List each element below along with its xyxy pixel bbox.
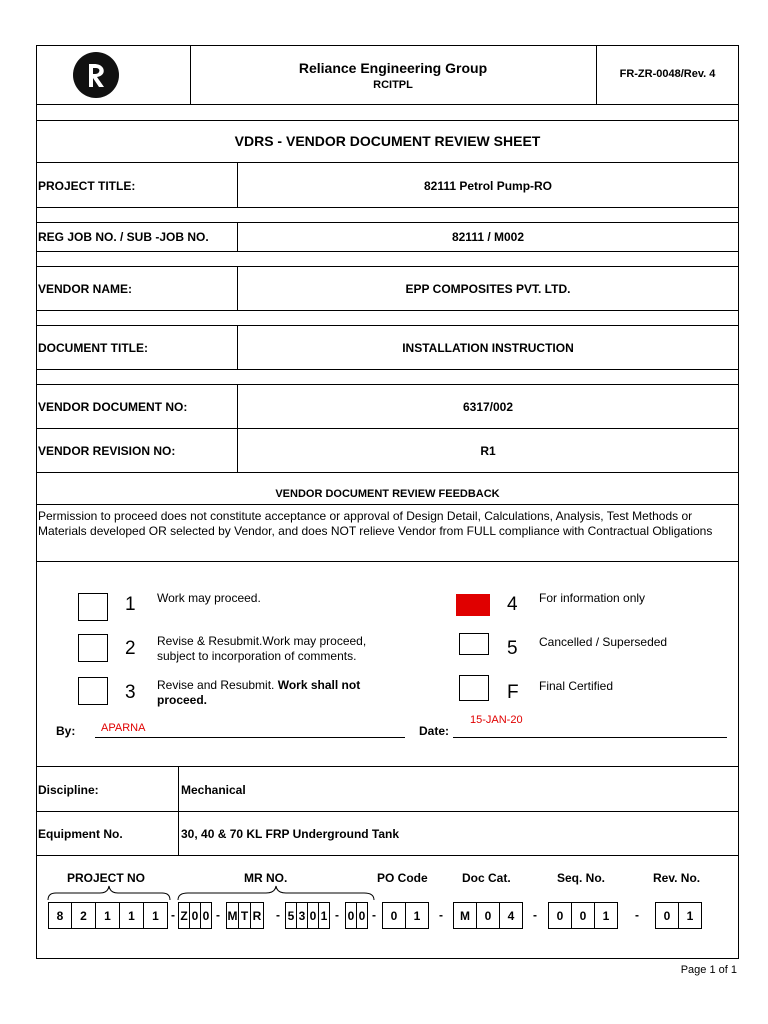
document-title-value: INSTALLATION INSTRUCTION xyxy=(402,341,574,355)
equipment-label: Equipment No. xyxy=(38,827,123,841)
field-divider xyxy=(178,766,179,855)
code-separator: - xyxy=(335,908,339,922)
rule xyxy=(36,207,739,208)
code-2-checkbox[interactable] xyxy=(78,634,108,662)
rule xyxy=(36,766,739,767)
code-separator: - xyxy=(216,908,220,922)
mr-no-char: 1 xyxy=(318,902,330,929)
project-no-digit: 1 xyxy=(119,902,144,929)
rule xyxy=(36,222,739,223)
code-4-checkbox-selected[interactable] xyxy=(456,594,490,616)
date-label: Date: xyxy=(419,724,450,738)
po-code-header: PO Code xyxy=(377,871,428,885)
project-title-value: 82111 Petrol Pump-RO xyxy=(423,179,553,193)
project-no-digit: 8 xyxy=(48,902,72,929)
code-1-text: Work may proceed. xyxy=(157,591,261,605)
rule xyxy=(36,504,739,505)
seq-no-header: Seq. No. xyxy=(557,871,606,885)
rule xyxy=(36,162,739,163)
field-divider xyxy=(237,384,238,472)
code-separator: - xyxy=(533,908,537,922)
feedback-disclaimer: Permission to proceed does not constitute acceptance or approval of Design Detail, Calculations, Analysis, Test Methods or Materials developed OR selected by Vendor, and does NOT relieve Vendor from FULL compliance with Contractual Obligations xyxy=(38,509,713,538)
seq-no-digit: 1 xyxy=(594,902,618,929)
vendor-doc-no-value: 6317/002 xyxy=(462,400,514,414)
rule xyxy=(36,325,739,326)
mr-no-char: 0 xyxy=(200,902,212,929)
code-4-number: 4 xyxy=(507,594,518,615)
mr-no-char: Z xyxy=(178,902,190,929)
mr-no-char: T xyxy=(238,902,251,929)
code-1-number: 1 xyxy=(125,594,136,615)
rev-no-header: Rev. No. xyxy=(653,871,701,885)
project-no-digit: 1 xyxy=(95,902,120,929)
rule xyxy=(36,384,739,385)
code-f-text: Final Certified xyxy=(539,679,614,693)
code-separator: - xyxy=(171,908,175,922)
project-no-digit: 2 xyxy=(71,902,96,929)
project-no-digit: 1 xyxy=(143,902,168,929)
code-2-text: Revise & Resubmit.Work may proceed, subject to incorporation of comments. xyxy=(157,634,367,663)
form-number: FR-ZR-0048/Rev. 4 xyxy=(619,68,716,80)
mr-no-char: 5 xyxy=(285,902,297,929)
sheet-title: VDRS - VENDOR DOCUMENT REVIEW SHEET xyxy=(234,133,541,149)
mr-no-char: 0 xyxy=(189,902,201,929)
mr-no-char: 0 xyxy=(356,902,368,929)
code-1-checkbox[interactable] xyxy=(78,593,108,621)
mr-no-header: MR NO. xyxy=(244,871,288,885)
rule xyxy=(36,472,739,473)
code-3-text-plain: Revise and Resubmit. xyxy=(157,678,278,692)
rule xyxy=(36,369,739,370)
code-f-checkbox[interactable] xyxy=(459,675,489,701)
code-5-number: 5 xyxy=(507,638,518,659)
document-title-label: DOCUMENT TITLE: xyxy=(38,341,148,355)
code-4-text: For information only xyxy=(539,591,646,605)
mr-no-char: 0 xyxy=(345,902,357,929)
page-number: Page 1 of 1 xyxy=(680,964,737,976)
code-2-number: 2 xyxy=(125,638,136,659)
rule xyxy=(36,310,739,311)
vendor-doc-no-label: VENDOR DOCUMENT NO: xyxy=(38,400,188,414)
job-no-label: REG JOB NO. / SUB -JOB NO. xyxy=(38,230,209,244)
vendor-rev-no-value: R1 xyxy=(480,444,496,458)
code-3-text xyxy=(157,678,397,708)
mr-no-char: 0 xyxy=(307,902,319,929)
mr-no-char: M xyxy=(226,902,239,929)
rule xyxy=(36,428,739,429)
rule xyxy=(36,266,739,267)
date-underline xyxy=(453,737,727,738)
code-separator: - xyxy=(439,908,443,922)
rule xyxy=(36,855,739,856)
code-3-number: 3 xyxy=(125,682,136,703)
seq-no-digit: 0 xyxy=(571,902,595,929)
company-logo xyxy=(70,51,122,99)
mr-no-char: 3 xyxy=(296,902,308,929)
by-underline xyxy=(95,737,405,738)
code-5-checkbox[interactable] xyxy=(459,633,489,655)
discipline-label: Discipline: xyxy=(38,783,99,797)
rule xyxy=(36,251,739,252)
rule xyxy=(36,561,739,562)
rev-no-digit: 0 xyxy=(655,902,679,929)
rule xyxy=(36,811,739,812)
doc-cat-char: M xyxy=(453,902,477,929)
code-separator: - xyxy=(635,908,639,922)
job-no-value: 82111 / M002 xyxy=(451,230,525,244)
doc-cat-char: 0 xyxy=(476,902,500,929)
code-5-text: Cancelled / Superseded xyxy=(539,635,668,649)
code-3-text-bold: Work shall not proceed. xyxy=(157,678,361,707)
code-3-checkbox[interactable] xyxy=(78,677,108,705)
rule xyxy=(36,104,739,105)
doc-cat-header: Doc Cat. xyxy=(462,871,511,885)
by-label: By: xyxy=(56,724,76,738)
date-value[interactable]: 15-JAN-20 xyxy=(470,714,523,726)
mr-no-char: R xyxy=(250,902,264,929)
po-code-digit: 1 xyxy=(405,902,429,929)
po-code-digit: 0 xyxy=(382,902,406,929)
vendor-name-value: EPP COMPOSITES PVT. LTD. xyxy=(405,282,571,296)
rev-no-digit: 1 xyxy=(678,902,702,929)
company-name: Reliance Engineering Group xyxy=(298,60,488,76)
doc-cat-char: 4 xyxy=(499,902,523,929)
discipline-value: Mechanical xyxy=(181,783,246,797)
feedback-heading: VENDOR DOCUMENT REVIEW FEEDBACK xyxy=(275,488,500,500)
code-f-letter: F xyxy=(507,682,519,703)
code-separator: - xyxy=(276,908,280,922)
code-separator: - xyxy=(372,908,376,922)
rule xyxy=(36,120,739,121)
by-value[interactable]: APARNA xyxy=(101,722,146,734)
equipment-value: 30, 40 & 70 KL FRP Underground Tank xyxy=(181,827,400,841)
project-no-header: PROJECT NO xyxy=(67,871,146,885)
vendor-name-label: VENDOR NAME: xyxy=(38,282,133,296)
vendor-rev-no-label: VENDOR REVISION NO: xyxy=(38,444,176,458)
company-unit: RCITPL xyxy=(373,79,413,91)
project-title-label: PROJECT TITLE: xyxy=(38,179,136,193)
seq-no-digit: 0 xyxy=(548,902,572,929)
